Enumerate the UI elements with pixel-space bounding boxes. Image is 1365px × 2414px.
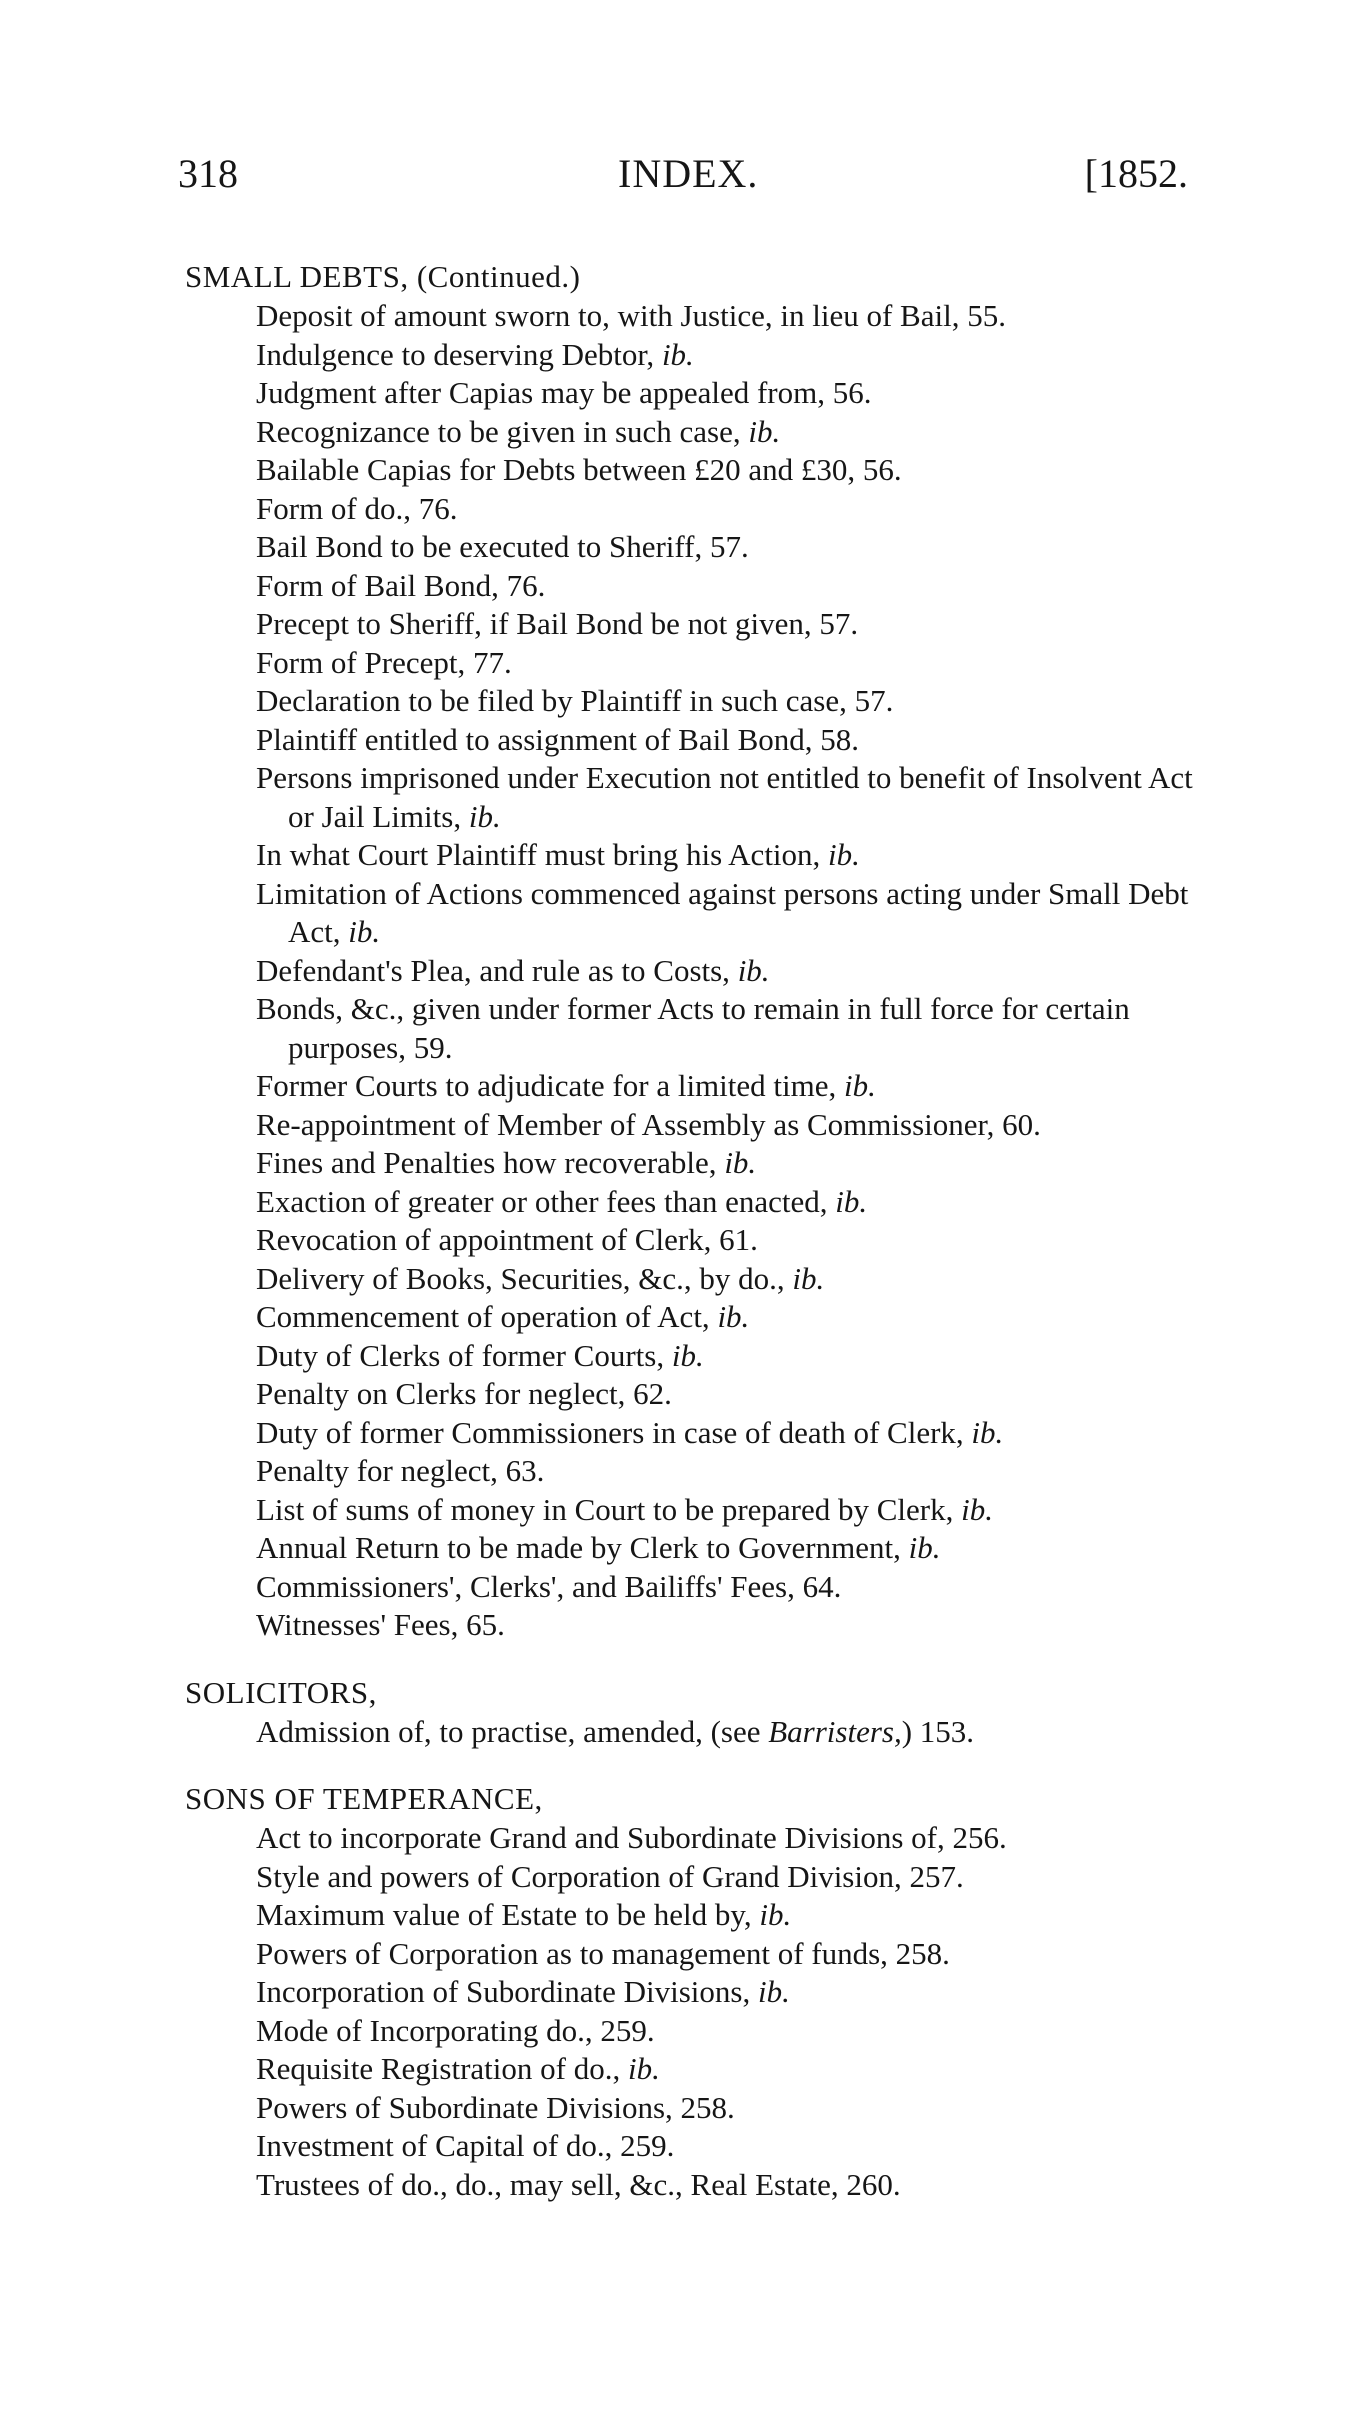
entry-text: Incorporation of Subordinate Divisions, — [256, 1974, 758, 2009]
index-entry — [185, 1144, 1205, 1183]
index-entry — [185, 1067, 1205, 1106]
index-entry — [185, 875, 1205, 952]
entry-text: Indulgence to deserving Debtor, — [256, 336, 662, 372]
entry-text: Bonds, &c., given under former Acts to remain in full force for certain purposes, 59. — [256, 991, 1130, 1065]
index-entry — [185, 1452, 1205, 1491]
index-entry — [185, 1819, 1205, 1858]
entry-text: Powers of Corporation as to management of funds, 258. — [256, 1935, 950, 1971]
index-entry — [185, 836, 1205, 875]
entry-text: Duty of former Commissioners in case of death of Clerk, — [256, 1414, 972, 1450]
index-entry — [185, 1414, 1205, 1453]
entry-text: Style and powers of Corporation of Grand Division, 257. — [256, 1858, 964, 1894]
index-entry — [185, 490, 1205, 529]
section-heading: SOLICITORS, — [185, 1674, 377, 1710]
entry-text: Exaction of greater or other fees than enacted, — [256, 1183, 836, 1219]
entry-text: Defendant's Plea, and rule as to Costs, — [256, 952, 738, 988]
entry-ibidem: ib. — [835, 1183, 868, 1219]
entry-text: Admission of, to practise, amended, (see — [256, 1713, 769, 1749]
entry-text: Deposit of amount sworn to, with Justice, in lieu of Bail, 55. — [256, 298, 1006, 333]
index-entry — [185, 1183, 1205, 1222]
index-entry — [185, 990, 1205, 1067]
index-entry — [185, 1896, 1205, 1935]
entry-text: Re-appointment of Member of Assembly as Commissioner, 60. — [256, 1106, 1041, 1142]
index-entry — [185, 1935, 1205, 1974]
entry-text: Judgment after Capias may be appealed from, 56. — [256, 375, 872, 410]
running-title: INDEX. — [618, 151, 759, 196]
entry-text: Fines and Penalties how recoverable, — [256, 1145, 725, 1180]
entry-text: Trustees of do., do., may sell, &c., Real Estate, 260. — [256, 2166, 901, 2202]
index-entry — [185, 952, 1205, 991]
entry-text: Duty of Clerks of former Courts, — [256, 1337, 672, 1373]
index-entry — [185, 1491, 1205, 1530]
page-header — [178, 150, 1188, 210]
entry-ibidem: ib. — [792, 1260, 825, 1296]
entry-text: Bailable Capias for Debts between £20 and £30, 56. — [256, 452, 902, 487]
entry-list — [185, 297, 1205, 1645]
index-entry — [185, 451, 1205, 490]
index-entry — [185, 413, 1205, 452]
entry-text: Limitation of Actions commenced against persons acting under Small Debt Act, — [256, 875, 1189, 949]
entry-text: Requisite Registration of do., — [256, 2051, 628, 2086]
index-entry — [185, 1221, 1205, 1260]
entry-text: Recognizance to be given in such case, — [256, 413, 749, 449]
entry-text: Revocation of appointment of Clerk, 61. — [256, 1222, 758, 1257]
entry-text-suffix: ) 153. — [901, 1713, 975, 1749]
entry-ibidem: ib. — [971, 1414, 1004, 1450]
index-entry — [185, 1260, 1205, 1299]
entry-text: Act to incorporate Grand and Subordinate Divisions of, 256. — [256, 1820, 1007, 1855]
page-number: 318 — [178, 151, 238, 196]
entry-ibidem: ib. — [671, 1337, 704, 1373]
entry-text: In what Court Plaintiff must bring his Action, — [256, 837, 829, 872]
index-section — [185, 1673, 1205, 1752]
index-entry — [185, 644, 1205, 683]
entry-ibidem: ib. — [908, 1530, 941, 1565]
index-entry — [185, 759, 1205, 836]
entry-ibidem: ib. — [468, 798, 501, 834]
index-entry — [185, 1858, 1205, 1897]
entry-text: Form of do., 76. — [256, 490, 458, 526]
index-entry — [185, 1529, 1205, 1568]
entry-text: Investment of Capital of do., 259. — [256, 2128, 675, 2163]
index-entry — [185, 1606, 1205, 1645]
index-entry — [185, 1713, 1205, 1752]
entry-text: Commencement of operation of Act, — [256, 1299, 718, 1334]
entry-ibidem: ib. — [757, 1974, 790, 2009]
entry-ibidem: ib. — [961, 1491, 994, 1527]
entry-list — [185, 1713, 1205, 1752]
entry-text: Persons imprisoned under Execution not entitled to benefit of Insolvent Act or Jail Limits, — [256, 760, 1193, 834]
index-entry — [185, 1973, 1205, 2012]
entry-text: Bail Bond to be executed to Sheriff, 57. — [256, 529, 749, 564]
index-section — [185, 257, 1205, 1645]
entry-text: Former Courts to adjudicate for a limited time, — [256, 1068, 845, 1103]
index-entry — [185, 605, 1205, 644]
header-year: [1852. — [1084, 151, 1188, 196]
index-entry — [185, 528, 1205, 567]
entry-cross-reference: Barristers, — [768, 1713, 902, 1749]
entry-text: Penalty for neglect, 63. — [256, 1453, 545, 1488]
index-content — [185, 257, 1205, 2232]
index-entry — [185, 336, 1205, 375]
entry-text: Witnesses' Fees, 65. — [256, 1607, 505, 1642]
index-entry — [185, 682, 1205, 721]
entry-ibidem: ib. — [627, 2051, 660, 2086]
entry-text: Powers of Subordinate Divisions, 258. — [256, 2089, 735, 2125]
entry-ibidem: ib. — [348, 914, 381, 949]
index-entry — [185, 1568, 1205, 1607]
entry-text: Commissioners', Clerks', and Bailiffs' Fees, 64. — [256, 1568, 842, 1604]
index-entry — [185, 2012, 1205, 2051]
index-entry — [185, 2050, 1205, 2089]
entry-text: Plaintiff entitled to assignment of Bail Bond, 58. — [256, 721, 860, 757]
entry-ibidem: ib. — [724, 1145, 757, 1180]
entry-text: Annual Return to be made by Clerk to Government, — [256, 1530, 909, 1565]
index-entry — [185, 2166, 1205, 2205]
entry-ibidem: ib. — [748, 413, 781, 449]
section-heading: SMALL DEBTS, (Continued.) — [185, 259, 581, 294]
index-entry — [185, 1106, 1205, 1145]
index-entry — [185, 1337, 1205, 1376]
index-entry — [185, 721, 1205, 760]
entry-text: Penalty on Clerks for neglect, 62. — [256, 1376, 672, 1411]
entry-text: Precept to Sheriff, if Bail Bond be not given, 57. — [256, 606, 859, 641]
index-entry — [185, 1375, 1205, 1414]
entry-text: List of sums of money in Court to be prepared by Clerk, — [256, 1491, 962, 1527]
entry-text: Form of Bail Bond, 76. — [256, 567, 546, 603]
entry-text: Mode of Incorporating do., 259. — [256, 2012, 655, 2048]
entry-text: Declaration to be filed by Plaintiff in such case, 57. — [256, 683, 894, 718]
index-entry — [185, 297, 1205, 336]
entry-ibidem: ib. — [759, 1897, 792, 1932]
index-entry — [185, 2089, 1205, 2128]
entry-ibidem: ib. — [737, 952, 770, 988]
index-entry — [185, 2127, 1205, 2166]
entry-list — [185, 1819, 1205, 2204]
index-section — [185, 1779, 1205, 2204]
entry-text: Form of Precept, 77. — [256, 644, 512, 680]
entry-ibidem: ib. — [844, 1068, 876, 1103]
index-entry — [185, 374, 1205, 413]
index-entry — [185, 1298, 1205, 1337]
index-entry — [185, 567, 1205, 606]
section-heading: SONS OF TEMPERANCE, — [185, 1781, 543, 1816]
entry-ibidem: ib. — [828, 837, 860, 872]
entry-ibidem: ib. — [717, 1299, 750, 1334]
entry-text: Delivery of Books, Securities, &c., by do., — [256, 1260, 793, 1296]
entry-text: Maximum value of Estate to be held by, — [256, 1897, 760, 1932]
entry-ibidem: ib. — [661, 336, 694, 372]
